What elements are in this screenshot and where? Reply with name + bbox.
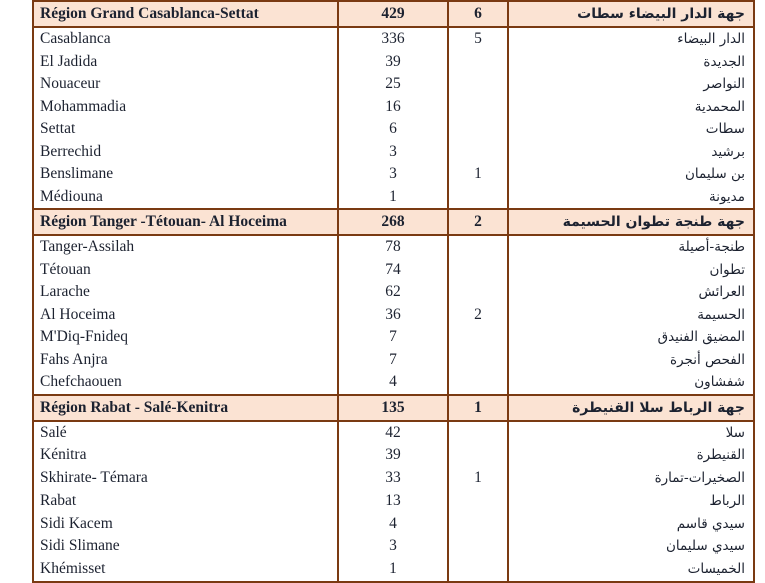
city-name-fr: Larache [34, 281, 339, 304]
city-row [34, 73, 753, 96]
region-body [34, 236, 753, 394]
region-body [34, 28, 753, 208]
city-name-ar: الرباط [709, 492, 745, 509]
city-name-ar: العرائش [698, 284, 745, 300]
region-header-row [34, 0, 753, 28]
city-row [34, 259, 753, 282]
city-deaths [449, 51, 509, 74]
city-name-fr: Skhirate- Témara [34, 467, 339, 490]
city-name-ar: سيدي قاسم [676, 515, 745, 532]
city-cases: 4 [339, 371, 449, 394]
region-cases-total: 429 [339, 2, 449, 26]
city-deaths: 1 [449, 467, 509, 490]
city-deaths [449, 186, 509, 209]
region-cases-total: 135 [339, 396, 449, 420]
region-name-fr: Région Tanger -Tétouan- Al Hoceima [34, 210, 339, 234]
city-row [34, 422, 753, 445]
city-name-ar: الدار البيضاء [677, 31, 745, 47]
city-name-ar: شفشاون [694, 374, 745, 390]
region-header-row [34, 394, 753, 422]
city-deaths [449, 444, 509, 467]
city-cases: 33 [339, 467, 449, 490]
city-row [34, 186, 753, 209]
city-cases: 39 [339, 51, 449, 74]
city-row [34, 371, 753, 394]
city-name-fr: M'Diq-Fnideq [34, 326, 339, 349]
city-cases: 3 [339, 163, 449, 186]
city-cases: 62 [339, 281, 449, 304]
city-name-ar: الجديدة [703, 53, 745, 70]
region-name-fr: Région Rabat - Salé-Kenitra [34, 396, 339, 420]
city-row [34, 444, 753, 467]
city-deaths [449, 141, 509, 164]
city-deaths [449, 281, 509, 304]
city-row [34, 490, 753, 513]
city-cases: 7 [339, 326, 449, 349]
region-name-ar: جهة طنجة تطوان الحسيمة [509, 210, 753, 234]
city-cases: 36 [339, 304, 449, 327]
city-name-ar: بن سليمان [684, 166, 745, 182]
city-name-fr: Sidi Slimane [34, 535, 339, 558]
city-cases: 1 [339, 186, 449, 209]
region-deaths-total: 6 [449, 2, 509, 26]
city-name-fr: Casablanca [34, 28, 339, 51]
regional-cases-table [32, 0, 755, 583]
region-name-ar: جهة الدار البيضاء سطات [509, 2, 753, 26]
city-row [34, 467, 753, 490]
region-deaths-total: 2 [449, 210, 509, 234]
city-name-ar: سلا [725, 424, 745, 441]
city-cases: 16 [339, 96, 449, 119]
city-row [34, 326, 753, 349]
city-deaths [449, 118, 509, 141]
region-name-fr: Région Grand Casablanca-Settat [34, 2, 339, 26]
city-name-fr: Sidi Kacem [34, 513, 339, 536]
region-deaths-total: 1 [449, 396, 509, 420]
city-name-fr: Benslimane [34, 163, 339, 186]
city-deaths [449, 513, 509, 536]
city-row [34, 141, 753, 164]
city-cases: 336 [339, 28, 449, 51]
city-cases: 6 [339, 118, 449, 141]
city-deaths [449, 96, 509, 119]
region-header-row [34, 208, 753, 236]
city-deaths [449, 558, 509, 581]
city-row [34, 28, 753, 51]
city-cases: 74 [339, 259, 449, 282]
city-deaths [449, 535, 509, 558]
region-name-ar: جهة الرباط سلا القنيطرة [509, 396, 753, 420]
city-row [34, 96, 753, 119]
city-cases: 13 [339, 490, 449, 513]
city-name-ar: سيدي سليمان [665, 538, 745, 555]
city-cases: 39 [339, 444, 449, 467]
city-deaths [449, 326, 509, 349]
city-cases: 7 [339, 349, 449, 372]
city-row [34, 163, 753, 186]
city-cases: 78 [339, 236, 449, 259]
city-row [34, 349, 753, 372]
city-name-fr: Médiouna [34, 186, 339, 209]
city-name-ar: برشيد [711, 143, 745, 160]
city-name-ar: الخميسات [687, 561, 745, 578]
city-deaths: 2 [449, 304, 509, 327]
city-name-ar: طنجة-أصيلة [678, 239, 745, 255]
city-row [34, 535, 753, 558]
city-name-fr: Fahs Anjra [34, 349, 339, 372]
city-name-fr: Settat [34, 118, 339, 141]
city-name-fr: Tanger-Assilah [34, 236, 339, 259]
city-name-ar: سطات [705, 121, 745, 137]
city-name-ar: الفحص أنجرة [670, 351, 745, 368]
city-row [34, 304, 753, 327]
city-name-fr: Mohammadia [34, 96, 339, 119]
city-name-ar: الصخيرات-تمارة [654, 470, 745, 487]
city-name-fr: Berrechid [34, 141, 339, 164]
city-deaths [449, 236, 509, 259]
city-name-ar: المضيق الفنيدق [657, 329, 745, 345]
city-cases: 25 [339, 73, 449, 96]
city-name-fr: Al Hoceima [34, 304, 339, 327]
city-name-ar: النواصر [703, 76, 745, 92]
city-name-fr: Chefchaouen [34, 371, 339, 394]
city-row [34, 558, 753, 581]
city-deaths [449, 349, 509, 372]
city-name-ar: القنيطرة [696, 447, 745, 464]
city-name-ar: تطوان [709, 261, 745, 278]
city-deaths [449, 259, 509, 282]
city-row [34, 281, 753, 304]
city-cases: 1 [339, 558, 449, 581]
city-cases: 3 [339, 535, 449, 558]
city-name-fr: Khémisset [34, 558, 339, 581]
city-row [34, 513, 753, 536]
city-name-fr: El Jadida [34, 51, 339, 74]
city-cases: 4 [339, 513, 449, 536]
city-row [34, 51, 753, 74]
city-cases: 42 [339, 422, 449, 445]
city-deaths [449, 371, 509, 394]
city-name-fr: Tétouan [34, 259, 339, 282]
city-name-fr: Rabat [34, 490, 339, 513]
city-deaths [449, 490, 509, 513]
city-name-ar: الحسيمة [697, 306, 745, 323]
region-cases-total: 268 [339, 210, 449, 234]
city-name-fr: Nouaceur [34, 73, 339, 96]
city-name-ar: المحمدية [694, 98, 745, 115]
city-row [34, 118, 753, 141]
city-row [34, 236, 753, 259]
city-deaths [449, 422, 509, 445]
city-cases: 3 [339, 141, 449, 164]
city-deaths [449, 73, 509, 96]
region-body [34, 422, 753, 582]
city-name-fr: Salé [34, 422, 339, 445]
city-name-ar: مديونة [708, 188, 745, 205]
city-deaths: 1 [449, 163, 509, 186]
city-name-fr: Kénitra [34, 444, 339, 467]
city-deaths: 5 [449, 28, 509, 51]
